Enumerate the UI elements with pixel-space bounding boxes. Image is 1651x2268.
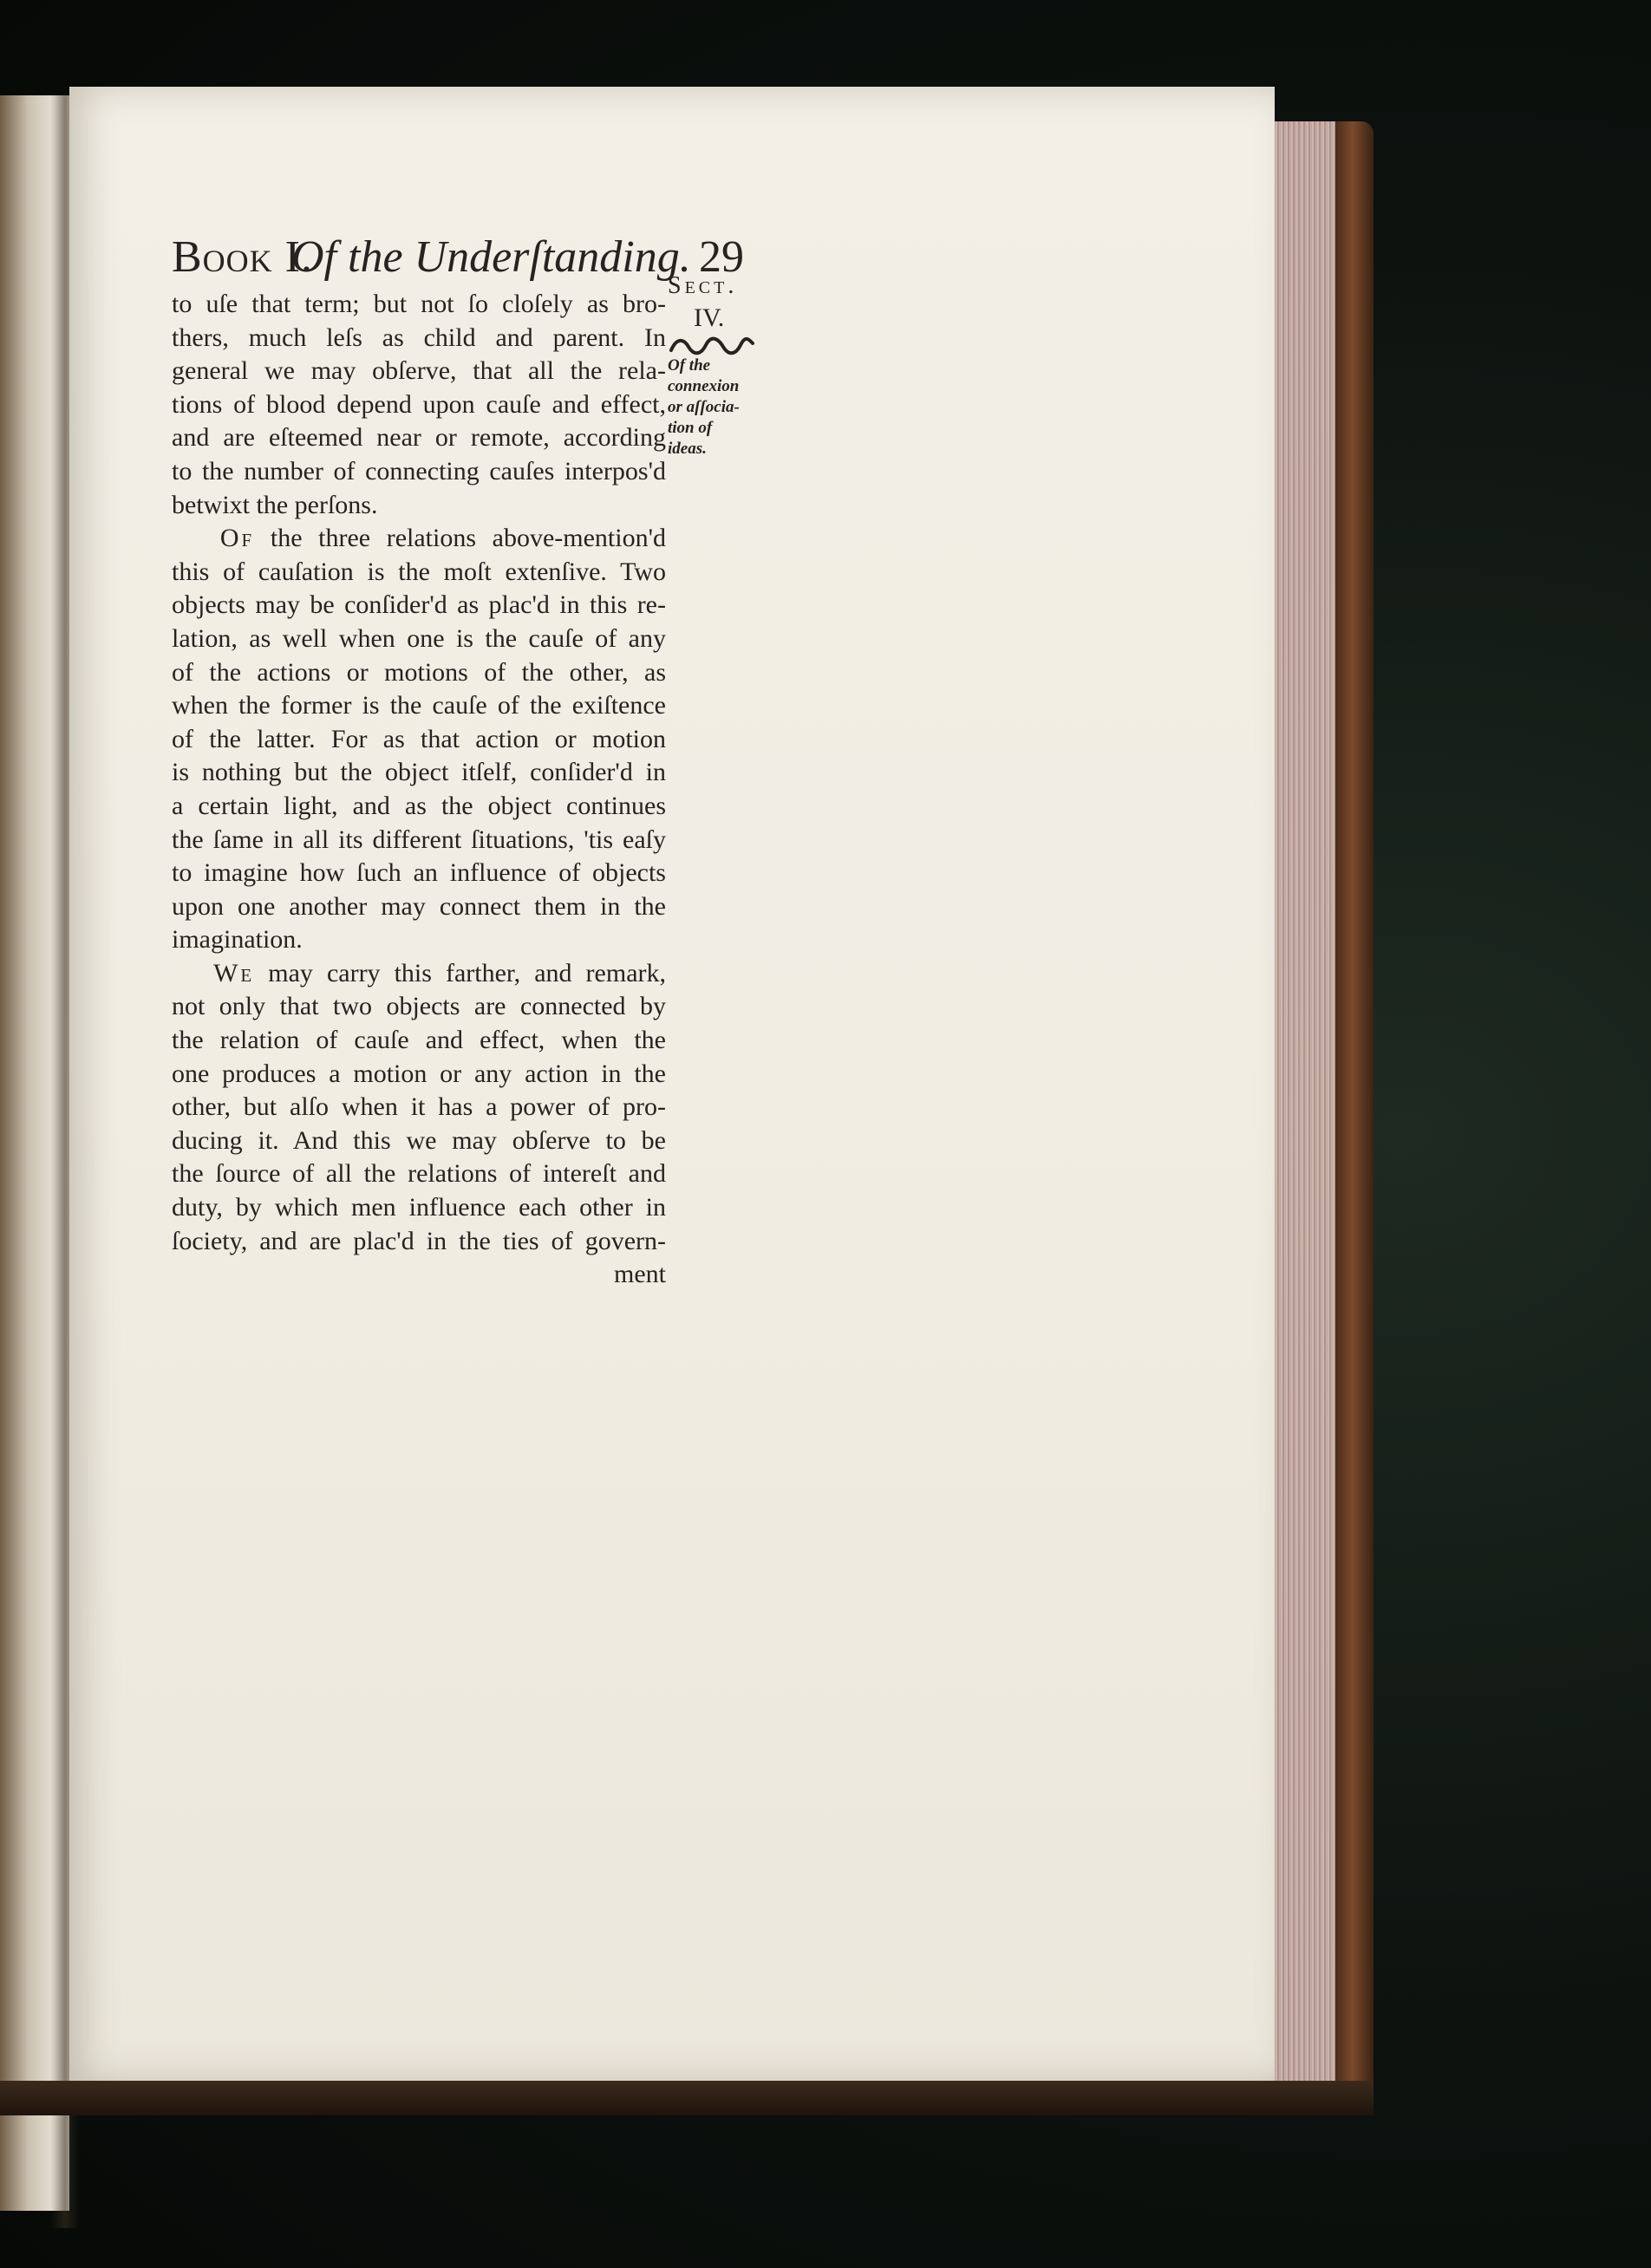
- text-line: ſociety, and are plac'd in the ties of govern-: [172, 1226, 666, 1255]
- text-line: objects may be conſider'd as plac'd in this re-: [172, 590, 666, 620]
- text-line: this of cauſation is the moſt extenſive. Two: [172, 557, 666, 586]
- text-line: upon one another may connect them in the: [172, 891, 666, 921]
- ornament-icon: [668, 336, 754, 355]
- page-text: [69, 87, 1275, 2081]
- marginal-note-line: tion of: [668, 419, 713, 437]
- text-line: tions of blood depend upon cauſe and effect,: [172, 389, 666, 419]
- text-line: when the former is the cauſe of the exiſtence: [172, 691, 666, 720]
- running-head-book: Book I.: [172, 232, 313, 282]
- paragraph-lead-word: We: [213, 958, 255, 987]
- text-line: general we may obſerve, that all the rela-: [172, 356, 666, 386]
- text-line: is nothing but the object itſelf, conſider'd in: [172, 758, 666, 787]
- text-line: ducing it. And this we may obſerve to be: [172, 1125, 666, 1155]
- marginal-note: [668, 270, 763, 459]
- text-line: of the latter. For as that action or motion: [172, 724, 666, 753]
- catchword: ment: [614, 1260, 666, 1289]
- running-head-title: Of the Underſtanding.: [291, 232, 691, 282]
- marginal-note-line: or aſſocia-: [668, 398, 740, 416]
- text-line: other, but alſo when it has a power of pro-: [172, 1092, 666, 1122]
- right-page: [69, 87, 1275, 2081]
- marginal-note-line: connexion: [668, 377, 740, 395]
- paragraph-first-line: [172, 522, 666, 556]
- text-line: one produces a motion or any action in the: [172, 1059, 666, 1088]
- text-line: thers, much leſs as child and parent. In: [172, 323, 666, 352]
- text-line: betwixt the perſons.: [172, 490, 378, 519]
- text-line: the ſource of all the relations of intereſt and: [172, 1159, 666, 1189]
- text-line: to imagine how ſuch an influence of objects: [172, 858, 666, 888]
- text-line: to uſe that term; but not ſo cloſely as bro-: [172, 290, 666, 318]
- text-line: to the number of connecting cauſes interpos'd: [172, 456, 666, 486]
- text-line: a certain light, and as the object continues: [172, 791, 666, 820]
- text-line: imagination.: [172, 925, 303, 955]
- book-cover-edge: [1335, 121, 1374, 2107]
- text-line: duty, by which men influence each other in: [172, 1193, 666, 1222]
- paragraph-first-line-rest: may carry this farther, and remark,: [268, 958, 666, 987]
- page-number: 29: [699, 232, 744, 282]
- text-line: of the actions or motions of the other, as: [172, 657, 666, 687]
- text-line: the relation of cauſe and effect, when the: [172, 1026, 666, 1055]
- paragraph-first-line: [172, 957, 666, 991]
- text-line: lation, as well when one is the cauſe of any: [172, 623, 666, 653]
- marginal-note-line: ideas.: [668, 440, 707, 458]
- paragraph-lead-word: Of: [219, 524, 255, 553]
- book-cover-bottom: [0, 2081, 1374, 2115]
- body-text: [172, 288, 666, 1292]
- text-line: the ſame in all its different ſituations, 'tis eaſy: [172, 824, 666, 854]
- text-line: not only that two objects are connected by: [172, 992, 666, 1021]
- paragraph-first-line-rest: the three relations above-mention'd: [270, 524, 666, 553]
- section-number: IV.: [694, 303, 725, 332]
- marginal-note-line: Of the: [668, 356, 711, 375]
- section-label: Sect.: [668, 272, 738, 299]
- text-line: and are eſteemed near or remote, according: [172, 423, 666, 453]
